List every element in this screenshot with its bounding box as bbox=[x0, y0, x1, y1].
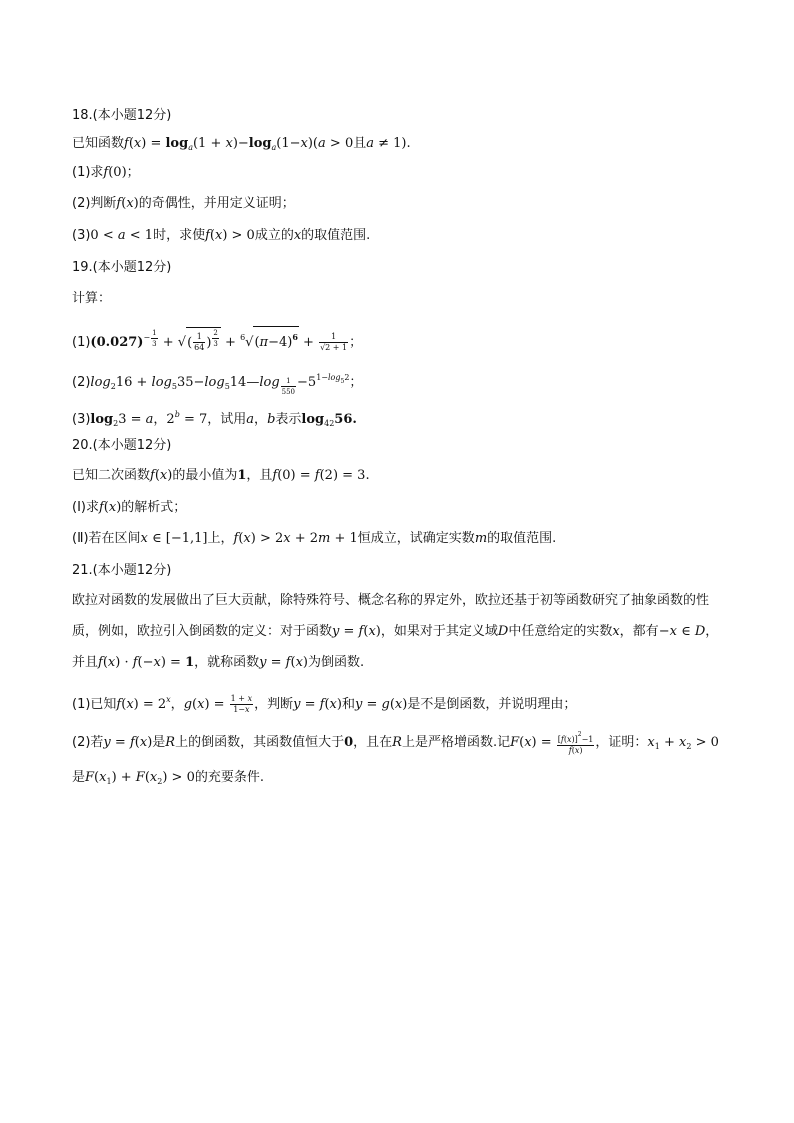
q18-part1: (1)求f(0)； bbox=[72, 165, 140, 180]
q19-part3-text2: 表示 bbox=[275, 412, 302, 427]
q21-stem-6: ，就称函数 bbox=[194, 655, 260, 670]
q20-part2-mid2: 恒成立，试确定实数 bbox=[357, 531, 475, 546]
q21-header bbox=[72, 561, 171, 581]
q19-intro-text: 计算： bbox=[72, 291, 112, 306]
q20-stem-prefix: 已知二次函数 bbox=[72, 468, 151, 483]
q19-header bbox=[72, 258, 171, 278]
q18-part3-suffix: 的取值范围. bbox=[301, 228, 371, 243]
q18-stem-and: 且 bbox=[353, 136, 367, 151]
q21-part2-mid4: 上是严格增函数.记 bbox=[401, 735, 511, 750]
q21-part1-mid3: 和 bbox=[341, 697, 355, 712]
q19-part3-label: (3) bbox=[72, 412, 91, 427]
q18-header bbox=[72, 106, 171, 126]
q20-header-text: 20.(本小题12分) bbox=[72, 438, 172, 453]
q20-part1-suffix: 的解析式； bbox=[121, 500, 187, 515]
q20-header bbox=[72, 436, 171, 456]
q21-part1-mid2: ，判断 bbox=[254, 697, 294, 712]
q19-part2-label: (2) bbox=[72, 375, 91, 390]
q21-part2-suffix: 的充要条件. bbox=[194, 770, 264, 785]
q21-part1-suffix: 是不是倒函数，并说明理由； bbox=[407, 697, 577, 712]
q20-part2-prefix: (Ⅱ)若在区间 bbox=[72, 531, 141, 546]
q18-part2: (2)判断f(x)的奇偶性，并用定义证明； bbox=[72, 196, 295, 211]
q19-intro bbox=[72, 289, 111, 309]
q20-part1: (Ⅰ)求f(x)的解析式； bbox=[72, 500, 187, 515]
q20-stem: 已知二次函数f(x)的最小值为1，且f(0) = f(2) = 3. bbox=[72, 468, 370, 483]
q18-stem-prefix: 已知函数 bbox=[72, 136, 125, 151]
q20-stem-mid: 的最小值为 bbox=[172, 468, 238, 483]
q19-part3: $(3)\log_23 = a$，$2^b = 7$，试用a，b表示$\log_{42}56$. bbox=[72, 410, 357, 428]
q21-part2-mid6: 是 bbox=[72, 770, 86, 785]
q21-stem-1: 欧拉对函数的发展做出了巨大贡献，除特殊符号、概念名称的界定外，欧拉还基于初等函数研究了抽象函数的性质，例如，欧拉引入倒函数的定义：对于函数 bbox=[72, 593, 710, 639]
q18-part3-mid: 时，求使 bbox=[153, 228, 206, 243]
q20-part2-suffix: 的取值范围. bbox=[487, 531, 557, 546]
q21-part1-prefix: (1)已知 bbox=[72, 697, 117, 712]
q18-header-text: 18.(本小题12分) bbox=[72, 108, 172, 123]
q18-part1-text: (1)求 bbox=[72, 165, 104, 180]
q18-part2-prefix: (2)判断 bbox=[72, 196, 117, 211]
q21-stem-2: ，如果对于其定义域 bbox=[380, 624, 498, 639]
q21-stem-3: 中任意给定的实数 bbox=[508, 624, 613, 639]
q21-stem-4: ，都有 bbox=[619, 624, 659, 639]
q21-part1-mid1: ， bbox=[170, 697, 184, 712]
q21-part2-mid3: ，且在 bbox=[353, 735, 393, 750]
q19-part1-label: (1) bbox=[72, 335, 91, 350]
q21-part2-mid1: 是 bbox=[152, 735, 166, 750]
q18-stem: 已知函数$f(x) = \log_a(1 + x)-\log_a(1-x)(a > 0$且a ≠ 1). bbox=[72, 136, 411, 152]
q20-stem-mid2: ，且 bbox=[246, 468, 273, 483]
q19-part3-text1: ，试用 bbox=[207, 412, 247, 427]
q21-part2-prefix: (2)若 bbox=[72, 735, 104, 750]
q21-stem: 欧拉对函数的发展做出了巨大贡献，除特殊符号、概念名称的界定外，欧拉还基于初等函数研究了抽象函数的性质，例如，欧拉引入倒函数的定义：对于函数y = f(x)，如果对于其定义域D中任意给定的实数x，都有−x ∈ D，并且f(x) · f(−x) = 1，就称函数y = f(x)为倒函数. bbox=[72, 593, 719, 670]
q21-stem-5: ，并且 bbox=[72, 624, 719, 670]
q18-part3-prefix: (3) bbox=[72, 228, 91, 243]
q20-part1-prefix: (Ⅰ)求 bbox=[72, 500, 99, 515]
q21-part1: (1)已知$f(x) = 2^x$，g(x) = $\frac{1 + x}{1-x}$ ，判断y = f(x)和y = g(x)是不是倒函数，并说明理由； bbox=[72, 694, 577, 714]
q21-header-text: 21.(本小题12分) bbox=[72, 563, 172, 578]
q18-part3: (3)0 < a < 1时，求使f(x) > 0成立的x的取值范围. bbox=[72, 228, 371, 243]
q20-part2-mid: 上， bbox=[207, 531, 234, 546]
q21-part2-mid2: 上的倒函数，其函数值恒大于 bbox=[175, 735, 345, 750]
q18-part3-mid2: 成立的 bbox=[254, 228, 294, 243]
q21-part2: (2)若y = f(x)是R上的倒函数，其函数值恒大于0，且在R上是严格增函数.记F(x) = $\frac{[f(x)]^2-1}{f(x)}$ ，证明：$x_1 + x_2 > 0$是$F(x_1) + F(x_2) > 0$的充要条件. bbox=[72, 730, 719, 786]
q19-part2: $(2)\log_216$ + $\log_535-\log_514—\log$ $_{\frac{1}{550}}$ $-5^{1-log_52}$； bbox=[72, 373, 363, 396]
q19-part1: $(1)(0.027)^{- \frac{1}{3}}$ + √( $\frac{1}{64}$ ) $^{\frac{2}{3}}$ + $^6√(\pi-4)^6$ + $\frac{1}{√2 + 1}$ ； bbox=[72, 326, 362, 353]
q21-part2-mid5: ，证明： bbox=[595, 735, 648, 750]
q18-part2-suffix: 的奇偶性，并用定义证明； bbox=[138, 196, 295, 211]
q21-stem-7: 为倒函数. bbox=[307, 655, 365, 670]
q20-part2: (Ⅱ)若在区间x ∈ [−1,1]上，f(x) > 2x + 2m + 1恒成立，试确定实数m的取值范围. bbox=[72, 531, 557, 546]
q19-header-text: 19.(本小题12分) bbox=[72, 260, 172, 275]
